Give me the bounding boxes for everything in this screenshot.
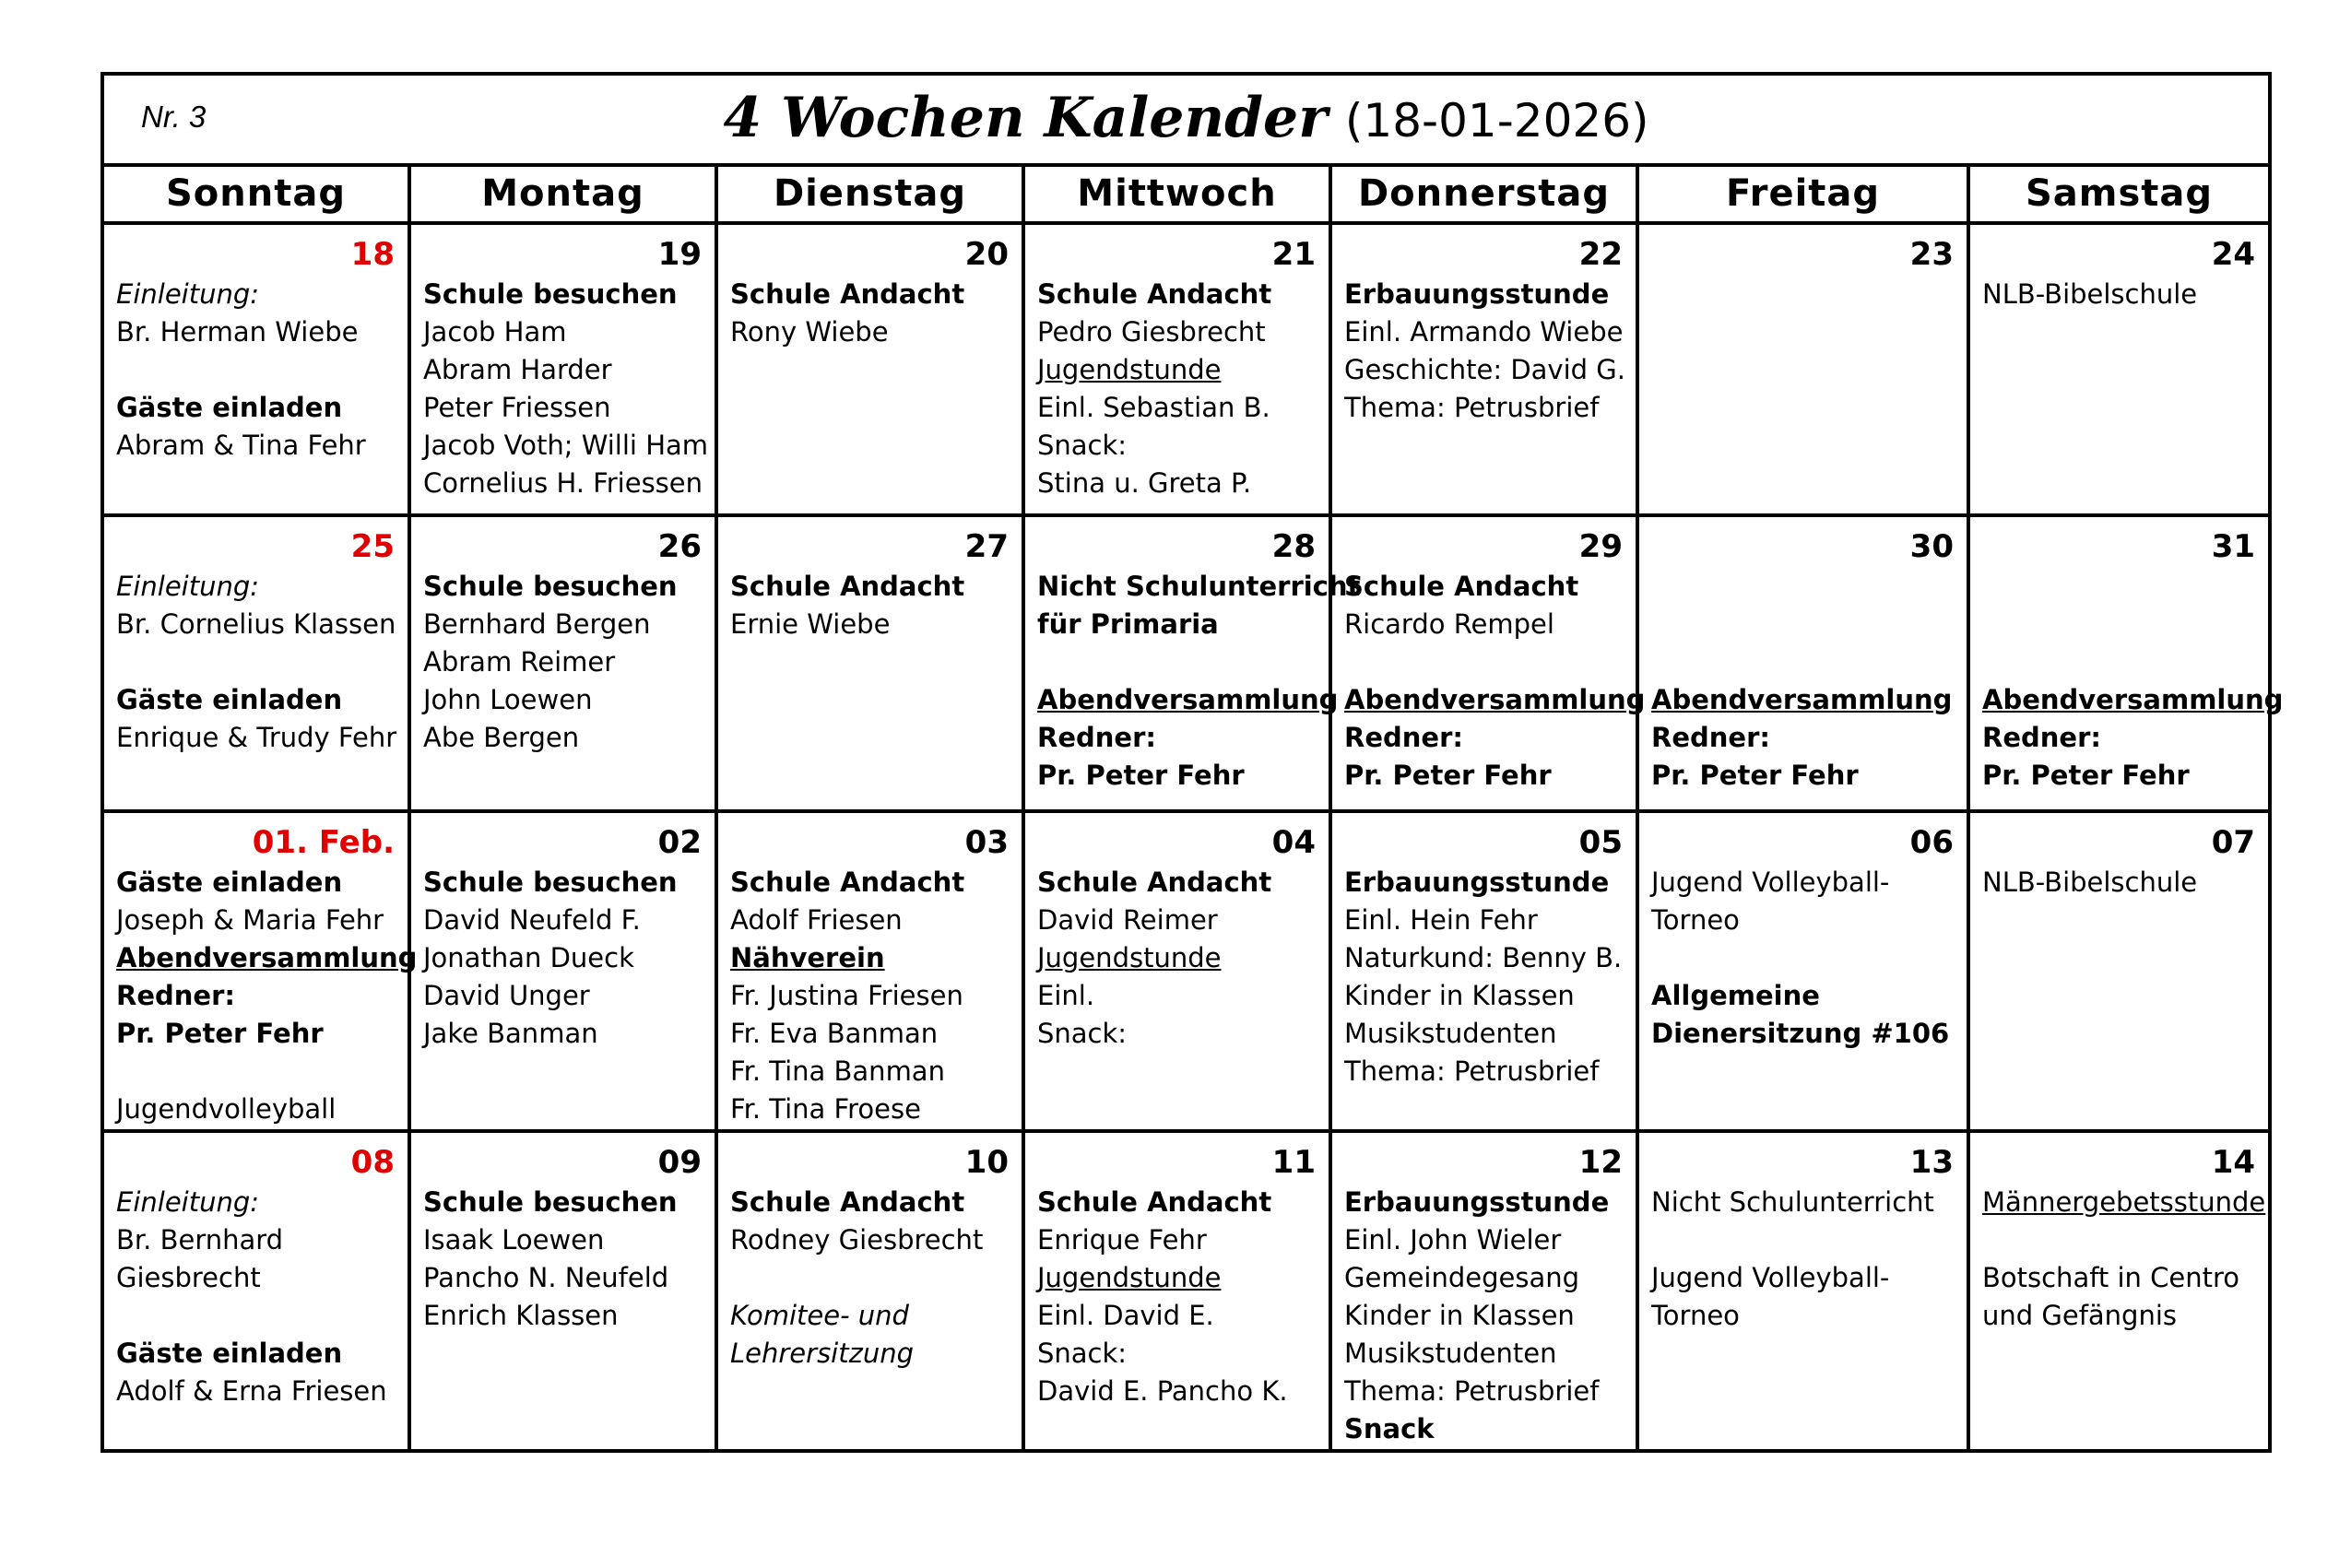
entry-line: Botschaft in Centro [1982, 1261, 2240, 1293]
day-cell-thursday [1330, 223, 1637, 515]
day-number: 08 [350, 1143, 395, 1181]
entry-line: Abram Reimer [423, 645, 616, 678]
entry-spacer [1982, 1221, 2268, 1259]
entry-line: Abendversammlung [116, 941, 418, 973]
entry-line: David Neufeld F. [423, 903, 641, 936]
week-row [102, 1131, 2270, 1451]
entry-line: Schule Andacht [1037, 866, 1272, 898]
entry-spacer [116, 1053, 408, 1091]
title-row [102, 74, 2270, 165]
entry-line: Musikstudenten [1344, 1337, 1557, 1369]
entry-line: Gäste einladen [116, 866, 343, 898]
day-entries [104, 1181, 408, 1410]
day-entries [1970, 273, 2268, 313]
entry-line: Musikstudenten [1344, 1017, 1557, 1049]
entry-line: Schule Andacht [730, 866, 965, 898]
day-cell-sunday [102, 223, 409, 515]
day-number: 11 [1271, 1143, 1316, 1181]
day-number: 02 [657, 823, 702, 861]
entry-spacer [1982, 606, 2268, 643]
entry-line: Einl. Armando Wiebe [1344, 315, 1624, 348]
day-number: 04 [1271, 823, 1316, 861]
day-entries [1970, 861, 2268, 902]
entry-line: Jacob Voth; Willi Ham [423, 429, 709, 461]
entry-line: Fr. Tina Banman [730, 1055, 945, 1087]
entry-spacer [1982, 568, 2268, 606]
day-entries [1639, 565, 1967, 795]
day-entries [411, 273, 715, 502]
day-cell-wednesday [1023, 811, 1330, 1131]
day-cell-monday [409, 811, 716, 1131]
day-number: 21 [1271, 235, 1316, 273]
day-entries [411, 1181, 715, 1335]
entry-line: NLB-Bibelschule [1982, 866, 2198, 898]
entry-line: Männergebetsstunde [1982, 1185, 2266, 1218]
entry-spacer [1651, 568, 1967, 606]
entry-line: Snack: [1037, 1017, 1128, 1049]
entry-line: Jonathan Dueck [423, 941, 634, 973]
day-number: 06 [1909, 823, 1954, 861]
entry-line: Einleitung: [116, 570, 260, 602]
day-number: 01. Feb. [252, 823, 395, 861]
entry-line: Pr. Peter Fehr [1344, 759, 1552, 791]
entry-line: Torneo [1651, 903, 1740, 936]
day-entries [1639, 1181, 1967, 1335]
day-entries [104, 273, 408, 465]
entry-line: Lehrersitzung [730, 1337, 914, 1369]
day-cell-thursday [1330, 515, 1646, 811]
day-number: 26 [657, 527, 702, 565]
entry-line: Gäste einladen [116, 683, 343, 715]
entry-line: Br. Bernhard [116, 1223, 284, 1256]
day-number: 27 [964, 527, 1009, 565]
entry-line: Erbauungsstunde [1344, 1185, 1610, 1218]
day-number: 13 [1909, 1143, 1954, 1181]
entry-line: Geschichte: David G. [1344, 353, 1625, 385]
day-entries [1332, 861, 1636, 1091]
day-cell-tuesday [716, 811, 1023, 1131]
entry-line: NLB-Bibelschule [1982, 277, 2198, 310]
day-number: 20 [964, 235, 1009, 273]
day-number: 29 [1578, 527, 1623, 565]
entry-line: Thema: Petrusbrief [1344, 1055, 1600, 1087]
entry-line: Redner: [1037, 721, 1156, 753]
calendar-title-date: (18-01-2026) [1344, 94, 1649, 148]
entry-line: Schule Andacht [1037, 277, 1272, 310]
day-cell-monday [409, 515, 716, 811]
entry-line: Schule besuchen [423, 277, 678, 310]
entry-line: Schule besuchen [423, 866, 678, 898]
day-cell-wednesday [1023, 1131, 1330, 1451]
day-cell-friday [1637, 515, 1968, 811]
day-cell-friday [1637, 223, 1968, 515]
entry-line: Isaak Loewen [423, 1223, 605, 1256]
day-number: 31 [2211, 527, 2256, 565]
entry-line: Einl. Hein Fehr [1344, 903, 1538, 936]
day-cell-monday [409, 223, 716, 515]
title-cell [102, 74, 2270, 165]
day-entries [104, 565, 408, 757]
entry-line: Snack [1344, 1412, 1435, 1444]
entry-line: Kinder in Klassen [1344, 979, 1575, 1011]
entry-line: Komitee- und [730, 1299, 909, 1331]
entry-line: Schule Andacht [1344, 570, 1579, 602]
entry-spacer [1651, 939, 1967, 977]
entry-line: Dienersitzung #106 [1651, 1017, 1950, 1049]
day-cell-thursday [1330, 1131, 1637, 1451]
entry-line: Fr. Justina Friesen [730, 979, 963, 1011]
calendar-title-text: 4 Wochen Kalender [723, 86, 1328, 151]
entry-line: Abendversammlung [1651, 683, 1953, 715]
entry-line: Joseph & Maria Fehr [116, 903, 384, 936]
entry-line: Thema: Petrusbrief [1344, 1374, 1600, 1407]
entry-line: Rodney Giesbrecht [730, 1223, 984, 1256]
weekday-header-row [102, 165, 2270, 222]
entry-line: Ricardo Rempel [1344, 607, 1554, 640]
entry-line: Jugendstunde [1037, 1261, 1222, 1293]
day-entries [411, 565, 715, 757]
entry-line: Schule Andacht [730, 277, 965, 310]
calendar-title [104, 76, 2268, 163]
entry-line: Pancho N. Neufeld [423, 1261, 669, 1293]
entry-line: Torneo [1651, 1299, 1740, 1331]
day-cell-friday [1637, 1131, 1968, 1451]
entry-line: Enrique & Trudy Fehr [116, 721, 397, 753]
day-entries [718, 273, 1022, 351]
day-cell-saturday [1968, 223, 2270, 515]
entry-spacer [730, 1259, 1022, 1297]
entry-line: Fr. Eva Banman [730, 1017, 939, 1049]
entry-line: Einl. Sebastian B. [1037, 391, 1270, 423]
day-entries [1025, 565, 1361, 795]
weekday-header-sunday: Sonntag [102, 165, 409, 222]
entry-line: Pr. Peter Fehr [116, 1017, 324, 1049]
entry-line: Einl. David E. [1037, 1299, 1214, 1331]
entry-line: Abram Harder [423, 353, 612, 385]
weekday-header-saturday: Samstag [1968, 165, 2270, 222]
entry-line: Br. Herman Wiebe [116, 315, 359, 348]
entry-line: Jacob Ham [423, 315, 567, 348]
day-number: 30 [1909, 527, 1954, 565]
entry-line: Schule Andacht [1037, 1185, 1272, 1218]
entry-line: Stina u. Greta P. [1037, 466, 1252, 499]
entry-line: Schule Andacht [730, 1185, 965, 1218]
entry-line: Redner: [1651, 721, 1770, 753]
day-entries [1970, 1181, 2268, 1335]
entry-line: Pedro Giesbrecht [1037, 315, 1266, 348]
entry-line: Jake Banman [423, 1017, 598, 1049]
day-number: 25 [350, 527, 395, 565]
entry-line: Abendversammlung [1344, 683, 1646, 715]
day-entries [718, 861, 1022, 1128]
entry-line: Rony Wiebe [730, 315, 889, 348]
day-cell-wednesday [1023, 515, 1361, 811]
entry-line: Redner: [1982, 721, 2101, 753]
entry-line: Enrique Fehr [1037, 1223, 1207, 1256]
entry-spacer [1344, 643, 1636, 681]
entry-spacer [1982, 643, 2268, 681]
day-entries [1332, 565, 1646, 795]
day-number: 03 [964, 823, 1009, 861]
entry-line: Ernie Wiebe [730, 607, 891, 640]
day-number: 18 [350, 235, 395, 273]
entry-line: Pr. Peter Fehr [1982, 759, 2190, 791]
day-number: 09 [657, 1143, 702, 1181]
day-cell-sunday [102, 515, 409, 811]
entry-line: Einleitung: [116, 277, 260, 310]
day-cell-monday [409, 1131, 716, 1451]
day-cell-wednesday [1023, 223, 1330, 515]
day-cell-tuesday [716, 1131, 1023, 1451]
day-number: 19 [657, 235, 702, 273]
entry-line: Peter Friessen [423, 391, 611, 423]
entry-line: Giesbrecht [116, 1261, 261, 1293]
day-entries [1025, 273, 1329, 502]
entry-spacer [1651, 643, 1967, 681]
entry-line: Schule Andacht [730, 570, 965, 602]
day-entries [411, 861, 715, 1053]
day-entries [1025, 1181, 1329, 1410]
entry-line: David E. Pancho K. [1037, 1374, 1288, 1407]
entry-line: Nähverein [730, 941, 885, 973]
day-cell-friday [1637, 811, 1968, 1131]
entry-line: Enrich Klassen [423, 1299, 619, 1331]
day-cell-saturday [1968, 811, 2270, 1131]
entry-line: Br. Cornelius Klassen [116, 607, 396, 640]
entry-line: Pr. Peter Fehr [1037, 759, 1245, 791]
weekday-header-wednesday: Mittwoch [1023, 165, 1330, 222]
entry-line: Redner: [1344, 721, 1463, 753]
weekday-header-thursday: Donnerstag [1330, 165, 1637, 222]
day-cell-saturday [1968, 1131, 2270, 1451]
entry-line: Adolf Friesen [730, 903, 903, 936]
entry-line: Adolf & Erna Friesen [116, 1374, 387, 1407]
day-cell-sunday [102, 811, 418, 1131]
entry-line: Erbauungsstunde [1344, 277, 1610, 310]
day-number: 14 [2211, 1143, 2256, 1181]
entry-line: Abendversammlung [1037, 683, 1339, 715]
entry-line: Bernhard Bergen [423, 607, 651, 640]
entry-line: Redner: [116, 979, 235, 1011]
entry-line: Einl. John Wieler [1344, 1223, 1562, 1256]
entry-line: Jugend Volleyball- [1651, 866, 1890, 898]
entry-line: Cornelius H. Friessen [423, 466, 703, 499]
week-row [102, 811, 2270, 1131]
entry-line: Einl. [1037, 979, 1095, 1011]
issue-number: Nr. 3 [141, 100, 207, 134]
day-cell-saturday [1968, 515, 2284, 811]
day-cell-sunday [102, 1131, 409, 1451]
entry-line: Allgemeine [1651, 979, 1820, 1011]
entry-line: Abe Bergen [423, 721, 580, 753]
entry-line: Nicht Schulunterricht [1037, 570, 1361, 602]
day-cell-thursday [1330, 811, 1637, 1131]
week-row [102, 515, 2270, 811]
entry-spacer [116, 351, 408, 389]
entry-line: Einleitung: [116, 1185, 260, 1218]
entry-line: Nicht Schulunterricht [1651, 1185, 1934, 1218]
entry-line: Gäste einladen [116, 1337, 343, 1369]
day-cell-tuesday [716, 223, 1023, 515]
entry-line: Fr. Tina Froese [730, 1092, 921, 1125]
entry-line: Gäste einladen [116, 391, 343, 423]
day-cell-tuesday [716, 515, 1023, 811]
day-number: 05 [1578, 823, 1623, 861]
entry-line: Jugendvolleyball [116, 1092, 337, 1125]
entry-spacer [116, 1297, 408, 1335]
entry-line: Jugendstunde [1037, 941, 1222, 973]
entry-line: Gemeindegesang [1344, 1261, 1580, 1293]
day-entries [104, 861, 418, 1128]
day-number: 12 [1578, 1143, 1623, 1181]
entry-line: David Unger [423, 979, 590, 1011]
entry-spacer [1651, 1221, 1967, 1259]
day-entries [1332, 1181, 1636, 1448]
entry-line: Thema: Petrusbrief [1344, 391, 1600, 423]
weekday-header-monday: Montag [409, 165, 716, 222]
entry-line: John Loewen [423, 683, 593, 715]
entry-line: Snack: [1037, 1337, 1128, 1369]
weekday-header-tuesday: Dienstag [716, 165, 1023, 222]
day-entries [1332, 273, 1636, 427]
entry-line: Naturkund: Benny B. [1344, 941, 1623, 973]
day-entries [1639, 861, 1967, 1053]
day-entries [1970, 565, 2284, 795]
entry-line: David Reimer [1037, 903, 1218, 936]
week-row [102, 223, 2270, 515]
day-entries [1639, 273, 1967, 276]
entry-line: Kinder in Klassen [1344, 1299, 1575, 1331]
entry-line: Snack: [1037, 429, 1128, 461]
entry-line: Jugend Volleyball- [1651, 1261, 1890, 1293]
entry-spacer [116, 643, 408, 681]
entry-line: Schule besuchen [423, 570, 678, 602]
entry-line: Abendversammlung [1982, 683, 2284, 715]
day-entries [718, 1181, 1022, 1373]
day-number: 24 [2211, 235, 2256, 273]
entry-line: für Primaria [1037, 607, 1219, 640]
day-number: 07 [2211, 823, 2256, 861]
day-number: 23 [1909, 235, 1954, 273]
entry-line: Erbauungsstunde [1344, 866, 1610, 898]
weekday-header-friday: Freitag [1637, 165, 1968, 222]
day-number: 22 [1578, 235, 1623, 273]
day-number: 28 [1271, 527, 1316, 565]
entry-line: Schule besuchen [423, 1185, 678, 1218]
day-number: 10 [964, 1143, 1009, 1181]
calendar-table [100, 72, 2284, 1453]
entry-spacer [1037, 643, 1329, 681]
day-entries [718, 565, 1022, 643]
entry-line: Pr. Peter Fehr [1651, 759, 1859, 791]
entry-line: Abram & Tina Fehr [116, 429, 366, 461]
entry-line: und Gefängnis [1982, 1299, 2178, 1331]
entry-line: Jugendstunde [1037, 353, 1222, 385]
entry-spacer [1651, 606, 1967, 643]
day-entries [1025, 861, 1329, 1053]
